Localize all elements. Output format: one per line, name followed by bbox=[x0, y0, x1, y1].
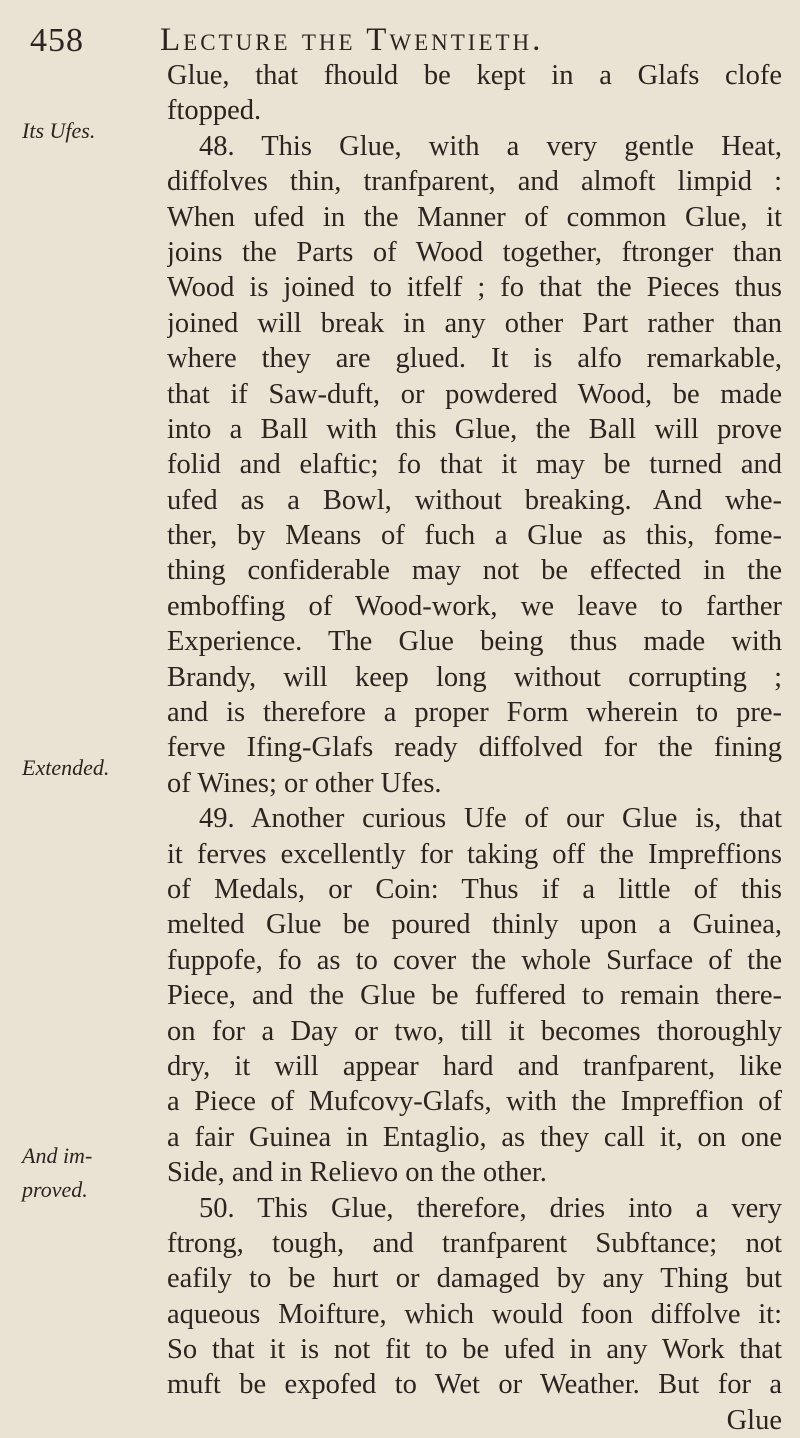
text-line: on for a Day or two, till it becomes thoroughly bbox=[167, 1015, 782, 1047]
text-line: melted Glue be poured thinly upon a Guinea, bbox=[167, 909, 782, 941]
page-number: 458 bbox=[30, 22, 84, 59]
text-line: joined will break in any other Part rather than bbox=[167, 307, 782, 339]
body-text bbox=[167, 58, 782, 1438]
running-title: Lecture the Twentieth. bbox=[160, 22, 544, 58]
text-line: of Wines; or other Ufes. bbox=[167, 767, 442, 799]
text-line: Wood is joined to itfelf ; fo that the Pieces thus bbox=[167, 272, 782, 304]
text-line: where they are glued. It is alfo remarkable, bbox=[167, 343, 782, 375]
text-line: 49. Another curious Ufe of our Glue is, that bbox=[199, 803, 782, 835]
text-line: Glue, that fhould be kept in a Glafs clofe bbox=[167, 60, 782, 91]
text-line: diffolves thin, tranfparent, and almoft limpid : bbox=[167, 166, 782, 198]
text-line: 50. This Glue, therefore, dries into a very bbox=[199, 1192, 782, 1224]
margin-note-uses: Its Ufes. bbox=[22, 118, 96, 143]
margin-note-extended: Extended. bbox=[22, 755, 110, 780]
text-line: that if Saw-duft, or powdered Wood, be made bbox=[167, 378, 782, 410]
margin-note-proved: proved. bbox=[22, 1177, 88, 1202]
text-line: ftrong, tough, and tranfparent Subftance; not bbox=[167, 1227, 782, 1259]
text-line: emboffing of Wood-work, we leave to farther bbox=[167, 590, 782, 622]
text-line: When ufed in the Manner of common Glue, it bbox=[167, 201, 782, 233]
text-line: Experience. The Glue being thus made with bbox=[167, 626, 782, 658]
text-line: and is therefore a proper Form wherein to pre- bbox=[167, 697, 782, 729]
text-line: aqueous Moifture, which would foon diffolve it: bbox=[167, 1298, 782, 1330]
text-line: a Piece of Mufcovy-Glafs, with the Impreffion of bbox=[167, 1086, 782, 1118]
text-line: So that it is not fit to be ufed in any Work that bbox=[167, 1334, 782, 1366]
text-line: Piece, and the Glue be fuffered to remain there- bbox=[167, 980, 782, 1012]
text-line: ferve Ifing-Glafs ready diffolved for the fining bbox=[167, 732, 782, 764]
text-line: muft be expofed to Wet or Weather. But for a bbox=[167, 1369, 782, 1401]
text-line: into a Ball with this Glue, the Ball will prove bbox=[167, 413, 782, 445]
text-line: joins the Parts of Wood together, ftronger than bbox=[167, 236, 782, 268]
text-line: of Medals, or Coin: Thus if a little of this bbox=[167, 873, 782, 905]
text-line: dry, it will appear hard and tranfparent, like bbox=[167, 1050, 782, 1082]
text-line: thing confiderable may not be effected in the bbox=[167, 555, 782, 587]
text-line: Brandy, will keep long without corrupting ; bbox=[167, 661, 782, 693]
catchword: Glue bbox=[726, 1404, 782, 1436]
text-line: fuppofe, fo as to cover the whole Surface of the bbox=[167, 944, 782, 976]
text-line: Side, and in Relievo on the other. bbox=[167, 1157, 547, 1189]
text-line: folid and elaftic; fo that it may be turned and bbox=[167, 449, 782, 481]
text-line: 48. This Glue, with a very gentle Heat, bbox=[199, 130, 782, 162]
text-line: a fair Guinea in Entaglio, as they call it, on one bbox=[167, 1121, 782, 1153]
text-line: it ferves excellently for taking off the Impreffions bbox=[167, 838, 782, 870]
text-line: ftopped. bbox=[167, 95, 262, 127]
text-line: eafily to be hurt or damaged by any Thing but bbox=[167, 1263, 782, 1295]
margin-note-and-im: And im- bbox=[22, 1143, 93, 1168]
text-line: ther, by Means of fuch a Glue as this, fome- bbox=[167, 520, 782, 552]
text-line: ufed as a Bowl, without breaking. And whe- bbox=[167, 484, 782, 516]
